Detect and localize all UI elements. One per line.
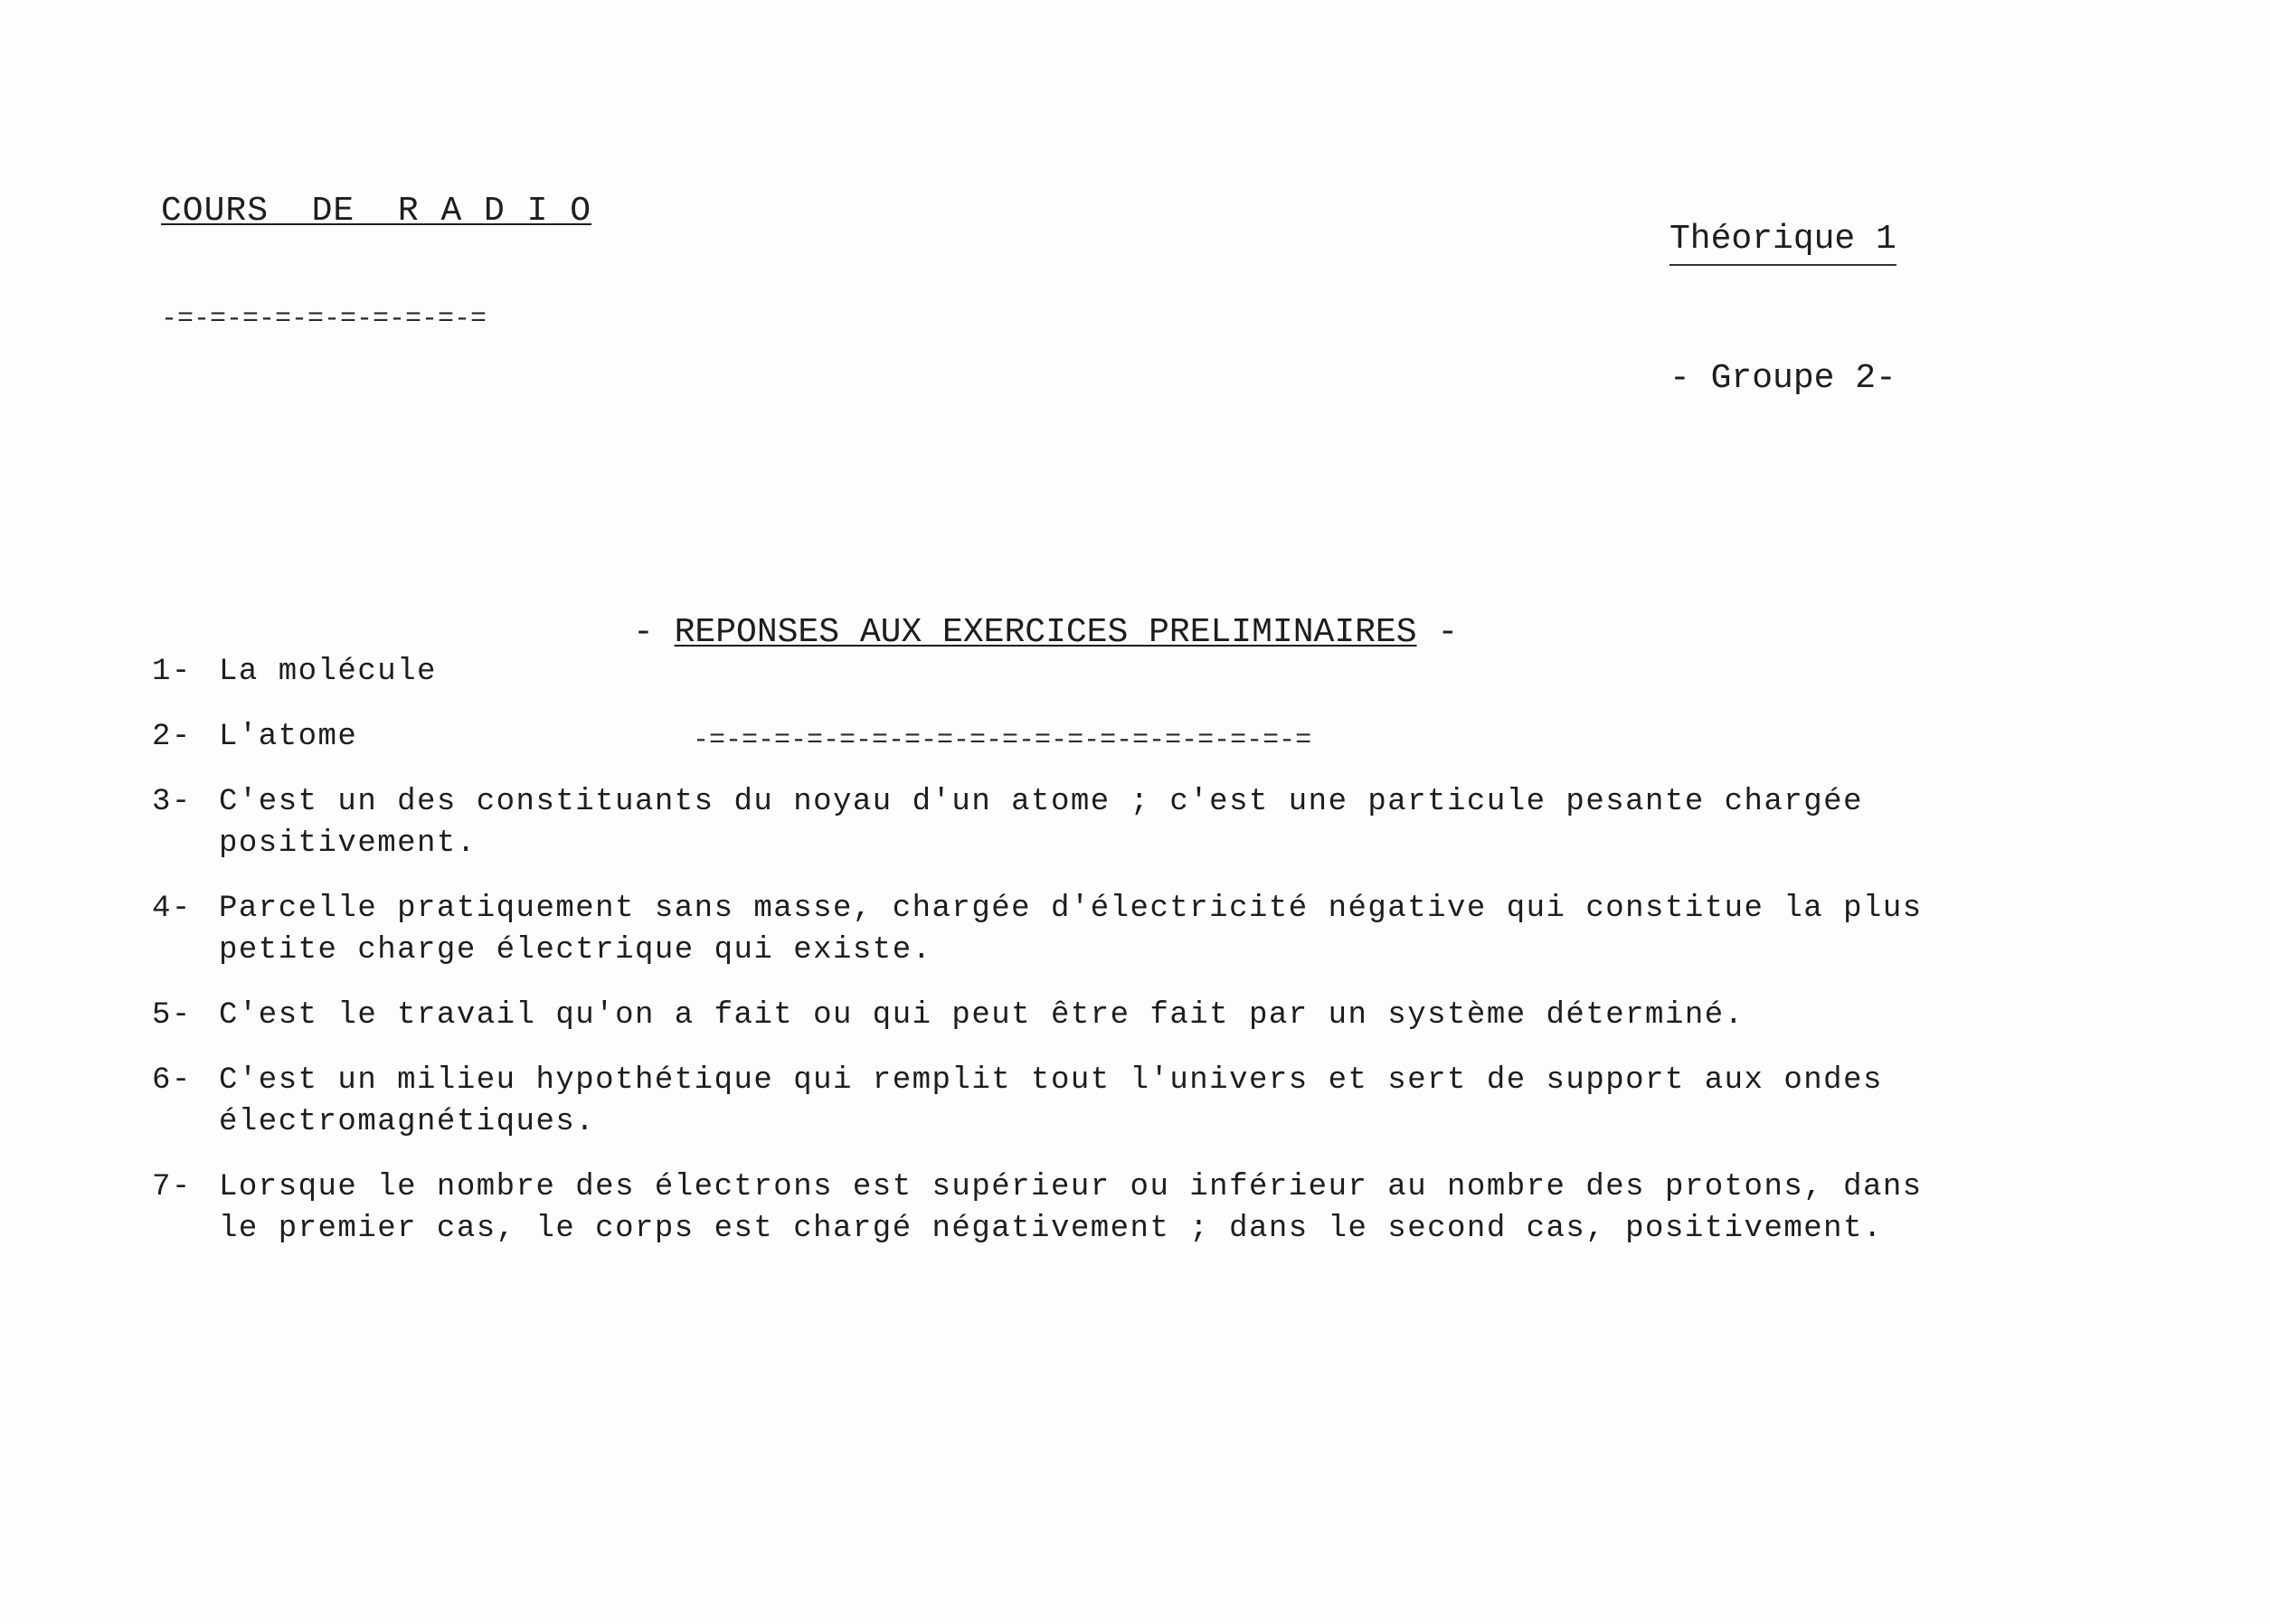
answer-text: L'atome [219,720,358,754]
answer-item [152,781,1961,864]
answer-number: 3- [152,785,192,819]
answer-number: 7- [152,1170,192,1204]
answer-number: 1- [152,655,192,689]
answer-number: 6- [152,1063,192,1098]
heading-suffix: - [1416,613,1459,652]
answer-text: C'est un des constituants du noyau d'un atome ; c'est une particule pesante chargée positivement. [219,785,1863,861]
heading-prefix: - [633,613,675,652]
course-title [161,112,591,407]
answer-text: C'est un milieu hypothétique qui remplit tout l'univers et sert de support aux ondes électromagnétiques. [219,1063,1883,1139]
answer-item [152,1166,1961,1250]
answer-item [152,995,1961,1036]
answer-item [152,651,1961,693]
answer-number: 5- [152,998,192,1033]
answers-list [152,651,1961,1273]
course-title-text: COURS DE R A D I O [161,192,592,231]
answer-item [152,716,1961,758]
answer-text: Parcelle pratiquement sans masse, chargée d'électricité négative qui constitue la plus petite charge électrique qui existe. [219,892,1923,968]
course-title-rule: -=-=-=-=-=-=-=-=-=-= [161,304,487,335]
answer-text: La molécule [219,655,437,689]
heading-title: REPONSES AUX EXERCICES PRELIMINAIRES [674,613,1417,652]
subject-label: Théorique 1 [1669,217,1896,266]
answer-number: 4- [152,892,192,926]
answer-item [152,888,1961,971]
section-heading-rule: -=-=-=-=-=-=-=-=-=-=-=-=-=-=-=-=-=-=-= [693,725,1312,756]
section-heading-line [633,613,1458,653]
course-info [1669,127,1896,492]
answer-item [152,1060,1961,1143]
answer-text: Lorsque le nombre des électrons est supérieur ou inférieur au nombre des protons, dans le premier cas, le corps est chargé négativement ; dans le second cas, positivement. [219,1170,1923,1246]
answer-text: C'est le travail qu'on a fait ou qui peut être fait par un système déterminé. [219,998,1745,1033]
answer-number: 2- [152,720,192,754]
group-label: - Groupe 2- [1669,359,1896,398]
